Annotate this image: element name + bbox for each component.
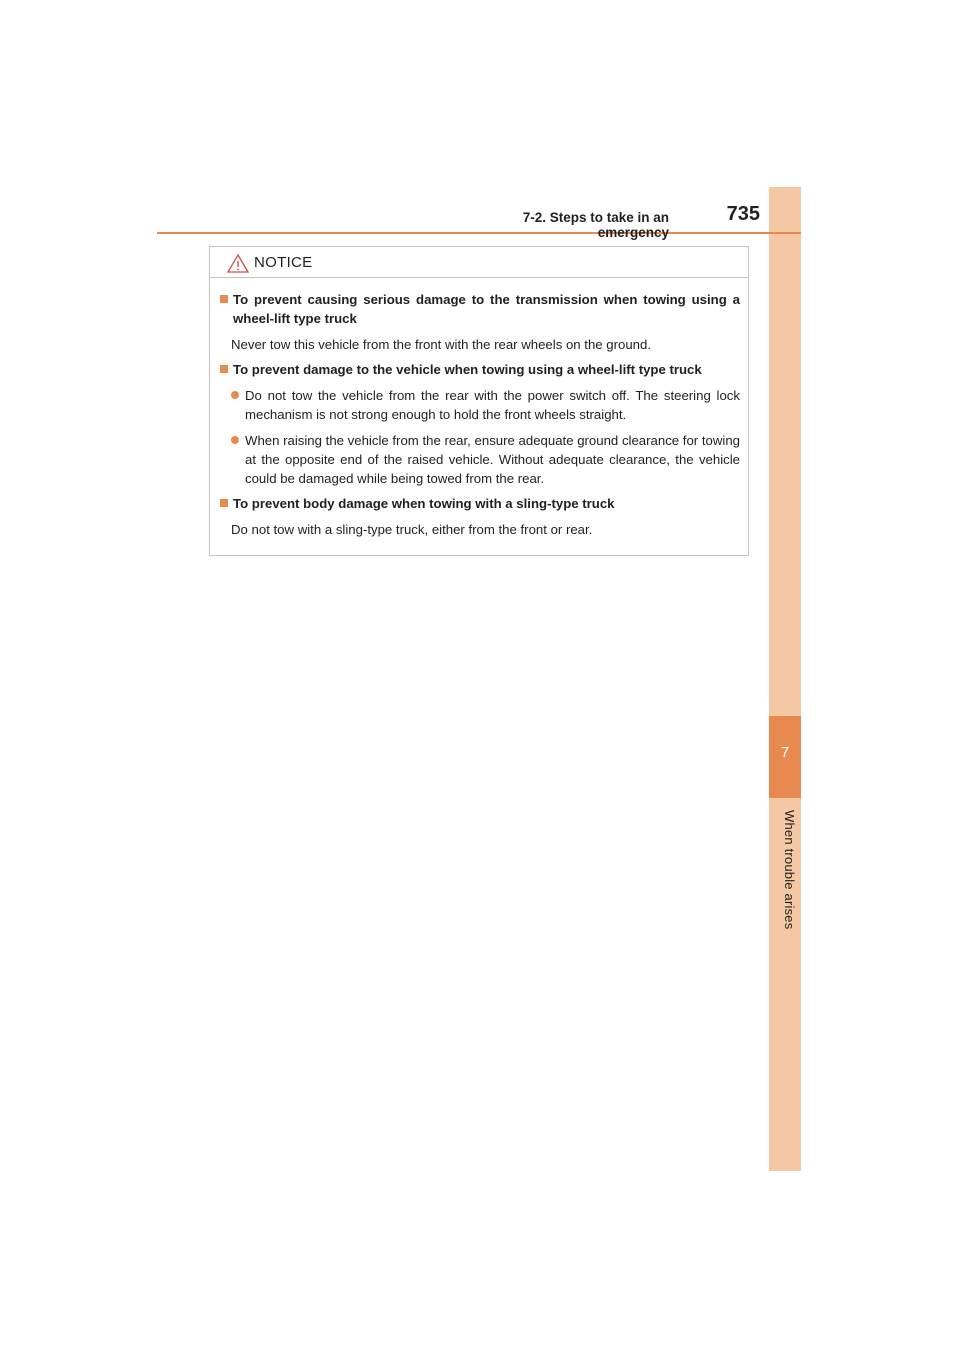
chapter-number: 7: [780, 744, 790, 761]
bullet-item: [231, 431, 740, 488]
square-bullet-icon: [220, 499, 228, 507]
page-number: 735: [726, 203, 760, 225]
notice-heading: [218, 494, 740, 513]
notice-paragraph: Never tow this vehicle from the front with the rear wheels on the ground.: [231, 337, 652, 352]
heading-text: To prevent body damage when towing with a sling-type truck: [233, 496, 615, 511]
notice-heading: [218, 290, 740, 328]
bullet-text: When raising the vehicle from the rear, ensure adequate ground clearance for towing at the opposite end of the raised vehicle. Without adequate clearance, the vehicle could be damaged while being towed from the rear.: [245, 433, 740, 486]
square-bullet-icon: [220, 295, 228, 303]
notice-header: [210, 247, 748, 278]
notice-paragraph: Do not tow with a sling-type truck, either from the front or rear.: [231, 522, 593, 537]
square-bullet-icon: [220, 365, 228, 373]
circle-bullet-icon: [231, 436, 239, 444]
chapter-name: When trouble arises: [782, 810, 797, 930]
notice-label: NOTICE: [254, 254, 313, 271]
heading-text: To prevent damage to the vehicle when towing using a wheel-lift type truck: [233, 362, 702, 377]
bullet-text: Do not tow the vehicle from the rear with the power switch off. The steering lock mechanism is not strong enough to hold the front wheels straight.: [245, 388, 740, 422]
circle-bullet-icon: [231, 391, 239, 399]
heading-text: To prevent causing serious damage to the transmission when towing using a wheel-lift type truck: [233, 292, 740, 326]
warning-triangle-icon: [227, 254, 249, 273]
section-title: 7-2. Steps to take in an emergency: [522, 210, 669, 240]
chapter-side-tab: [769, 187, 801, 1171]
notice-box: [209, 246, 749, 556]
bullet-item: [231, 386, 740, 424]
notice-heading: [218, 360, 740, 379]
notice-body: [210, 278, 748, 539]
